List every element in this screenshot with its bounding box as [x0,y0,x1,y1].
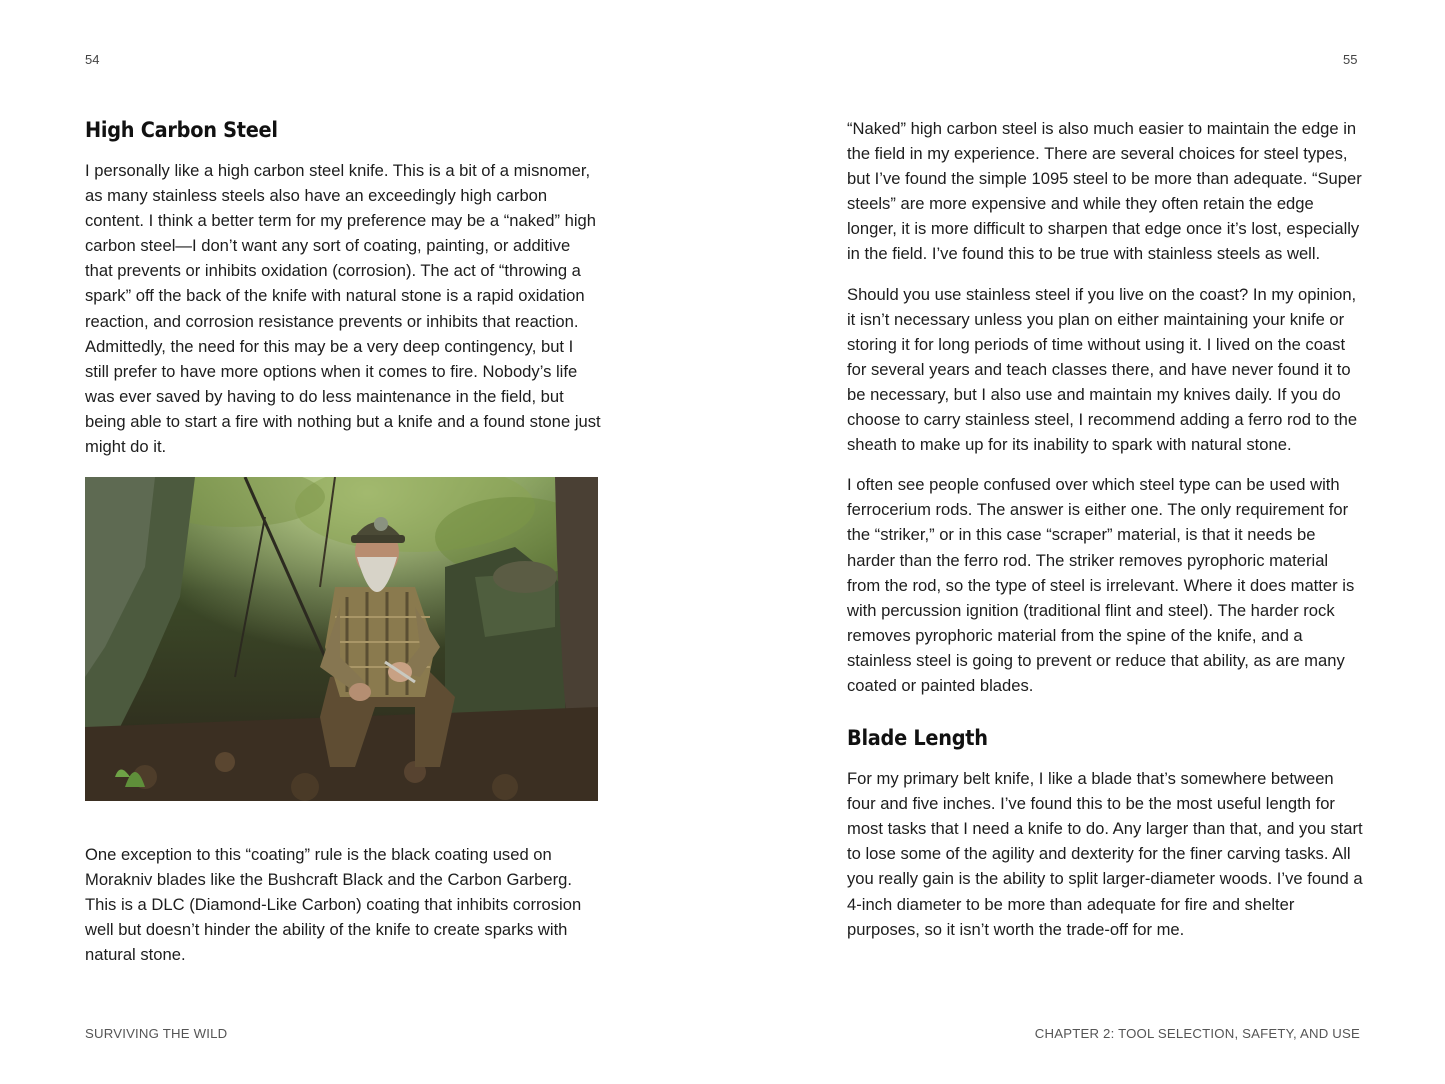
paragraph: For my primary belt knife, I like a blade that’s somewhere between four and five inches. I’ve found this to be the most useful length for most tasks that I need a knife to do. Any larger than that, and you start to lose some of the agility and dexterity for the finer carving tasks. All you really gain is the ability to split larger-diameter woods. I’ve found a 4-inch diameter to be more than adequate for fire and shelter purposes, so it isn’t worth the trade-off for me. [847,769,1363,939]
section-heading-blade-length: Blade Length [847,726,988,751]
paragraph: I personally like a high carbon steel knife. This is a bit of a misnomer, as many stainless steels also have an exceedingly high carbon content. I think a better term for my preference may be a “naked” high carbon steel—I don’t want any sort of coating, painting, or additive that prevents or inhibits oxidation (corrosion). The act of “throwing a spark” off the back of the knife with natural stone is a rapid oxidation reaction, and corrosion resistance prevents or inhibits that reaction. Admittedly, the need for this may be a very deep contingency, but I still prefer to have more options when it comes to fire. Nobody’s life was ever saved by having to do less maintenance in the field, but being able to start a fire with nothing but a knife and a found stone just might do it. [85,161,601,457]
running-footer-book-title: SURVIVING THE WILD [85,1026,228,1041]
running-footer-chapter-title: CHAPTER 2: TOOL SELECTION, SAFETY, AND USE [1034,1026,1360,1041]
left-page-column [85,116,601,801]
photo-man-sparking-knife-in-forest [85,477,598,801]
page-number-left: 54 [85,52,100,67]
left-page-lower-text [85,842,601,982]
paragraph: I often see people confused over which steel type can be used with ferrocerium rods. The answer is either one. The only requirement for the “striker,” or in this case “scraper” material, is that it needs be harder than the ferro rod. The striker removes pyrophoric material from the rod, so the type of steel is irrelevant. Where it does matter is with percussion ignition (traditional flint and steel). The harder rock removes pyrophoric material from the spine of the knife, and a stainless steel is going to prevent or reduce that ability, as are many coated or painted blades. [847,475,1355,695]
paragraph: Should you use stainless steel if you live on the coast? In my opinion, it isn’t necessary unless you plan on either maintaining your knife or storing it for long periods of time without using it. I lived on the coast for several years and teach classes there, and have never found it to be necessary, but I also use and maintain my knives daily. If you do choose to carry stainless steel, I recommend adding a ferro rod to the sheath to make up for its inability to spark with natural stone. [847,284,1358,455]
paragraph: One exception to this “coating” rule is the black coating used on Morakniv blades like the Bushcraft Black and the Carbon Garberg. This is a DLC (Diamond-Like Carbon) coating that inhibits corrosion well but doesn’t hinder the ability of the knife to create sparks with natural stone. [85,845,582,965]
page-number-right: 55 [1343,52,1358,67]
right-page-column [847,116,1363,957]
section-heading-high-carbon-steel: High Carbon Steel [85,118,278,142]
paragraph: “Naked” high carbon steel is also much easier to maintain the edge in the field in my experience. There are several choices for steel types, but I’ve found the simple 1095 steel to be more than adequate. “Super steels” are more expensive and while they often retain the edge longer, it is more difficult to sharpen that edge once it’s lost, especially in the field. I’ve found this to be true with stainless steels as well. [847,119,1362,264]
